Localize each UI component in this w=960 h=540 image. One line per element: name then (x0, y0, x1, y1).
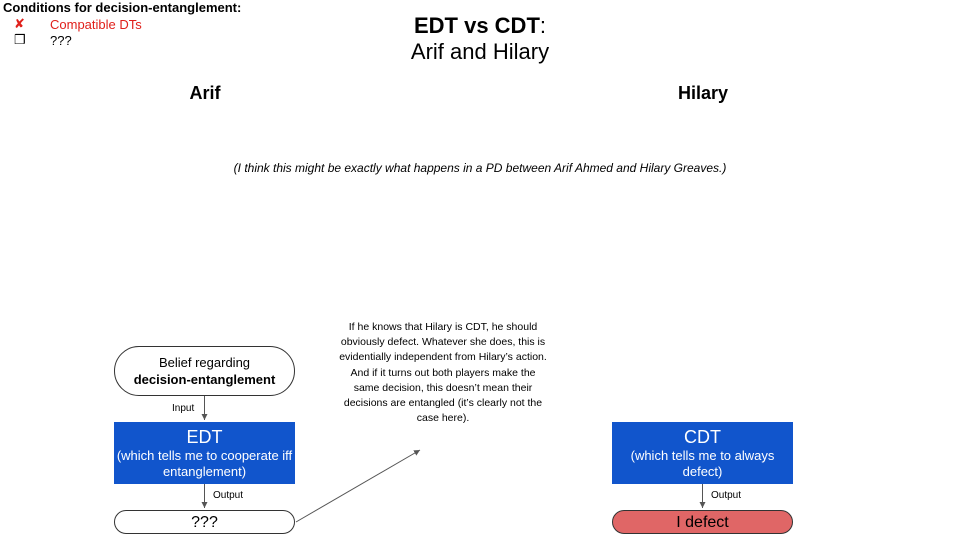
cdt-box (612, 422, 793, 484)
checkbox-icon: ❒ (14, 32, 26, 47)
hilary-output-label: Output (711, 490, 742, 501)
edt-title: EDT (186, 427, 223, 447)
belief-line2: decision-entanglement (133, 372, 276, 387)
input-label: Input (172, 403, 195, 414)
hilary-heading: Hilary (677, 83, 729, 103)
note-text: (I think this might be exactly what happens in a PD between Arif Ahmed and Hilary Greaves.) (233, 161, 727, 175)
edt-box (114, 422, 295, 484)
belief-node (114, 346, 295, 396)
title-bold: EDT vs CDT (413, 13, 540, 38)
belief-line1: Belief regarding (158, 355, 251, 370)
output-label: Output (213, 490, 244, 501)
cdt-subtitle: (which tells me to always defect) (630, 448, 775, 479)
cdt-title: CDT (684, 427, 721, 447)
conditions-title: Conditions for decision-entanglement: (3, 0, 242, 15)
explanation-text: If he knows that Hilary is CDT, he should obviously defect. Whatever she does, this is evidentially independent from Hilary’s action. And if it turns out both players make the same decision, this doesn’t mean their decisions are entangled (it’s clearly not the case here). (339, 321, 547, 425)
edt-subtitle: (which tells me to cooperate iff entanglement) (116, 448, 293, 479)
arif-output-node: ??? (114, 510, 295, 534)
explanation-arrow (296, 450, 420, 522)
condition-label: ??? (50, 32, 72, 48)
condition-label: Compatible DTs (50, 16, 142, 32)
hilary-output-node: I defect (612, 510, 793, 534)
title-colon: : (539, 13, 547, 38)
cross-icon: ✘ (14, 16, 25, 31)
title-subtitle: Arif and Hilary (410, 39, 550, 64)
arif-heading: Arif (189, 83, 221, 103)
